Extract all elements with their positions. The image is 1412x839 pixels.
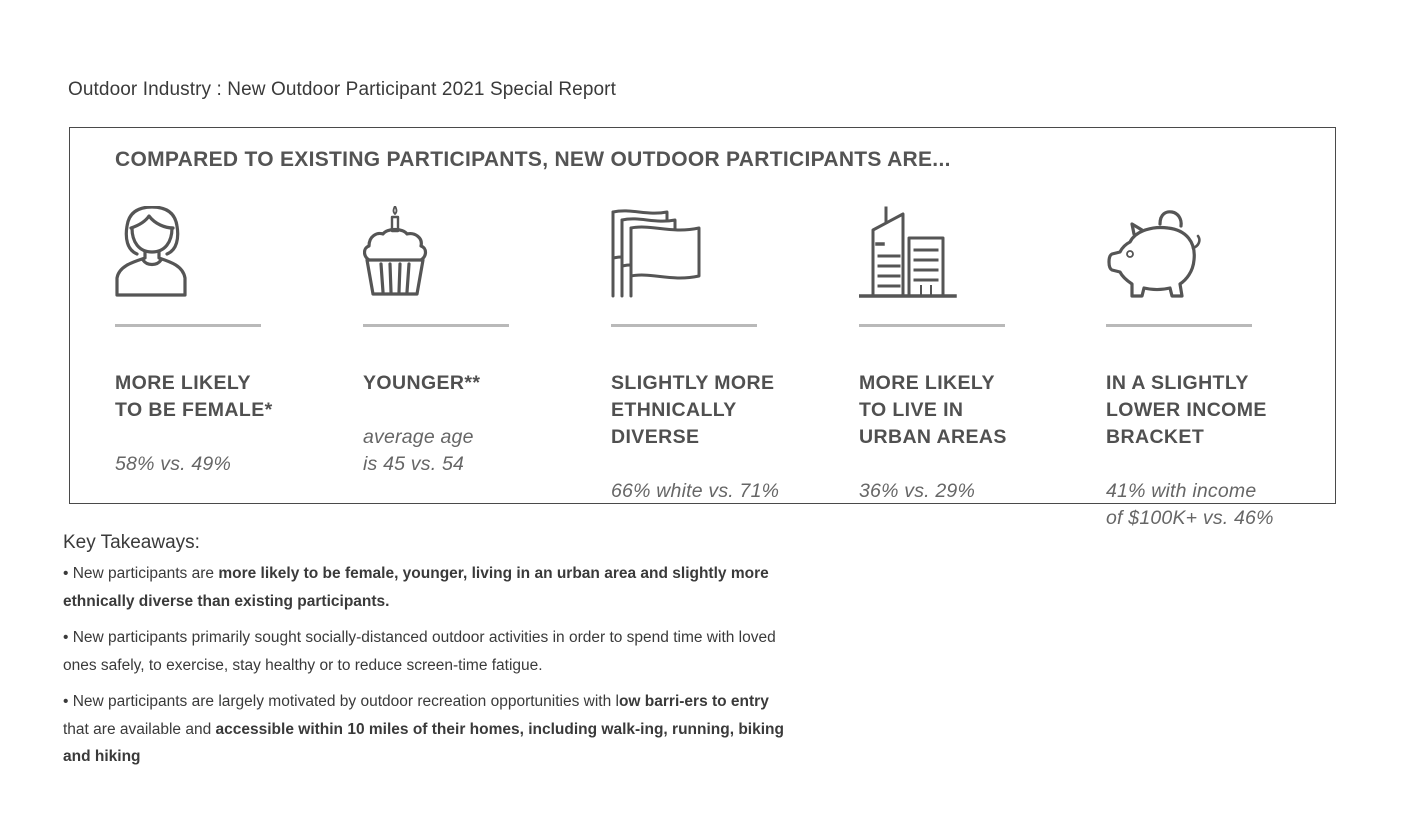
piggy-bank-icon <box>1106 206 1202 298</box>
stat-divider <box>115 324 261 327</box>
stat-value: 58% vs. 49% <box>115 453 232 475</box>
takeaway-item: • New participants are more likely to be female, younger, living in an urban area and slightly more ethnically diverse than existing participants. <box>63 565 769 610</box>
city-buildings-icon <box>859 206 959 298</box>
stat-value: 66% white vs. 71% <box>611 480 780 502</box>
takeaways-heading: Key Takeaways: <box>63 532 200 553</box>
flags-icon <box>611 206 703 298</box>
report-title: Outdoor Industry : New Outdoor Participant 2021 Special Report <box>68 79 616 100</box>
key-takeaways <box>63 532 793 780</box>
birthday-cupcake-icon <box>363 206 429 298</box>
stat-value: average age is 45 vs. 54 <box>363 426 474 475</box>
takeaway-item: • New participants primarily sought socially-distanced outdoor activities in order to spend time with loved ones safely, to exercise, stay healthy or to reduce screen-time fatigue. <box>63 629 776 674</box>
stat-divider <box>859 324 1005 327</box>
stat-label: IN A SLIGHTLY LOWER INCOME BRACKET 41% with income of $100K+ vs. 46% <box>1106 343 1336 559</box>
infographic-headline: COMPARED TO EXISTING PARTICIPANTS, NEW OUTDOOR PARTICIPANTS ARE... <box>115 148 951 171</box>
stat-label: SLIGHTLY MORE ETHNICALLY DIVERSE 66% white vs. 71% <box>611 343 841 532</box>
takeaway-item: • New participants are largely motivated by outdoor recreation opportunities with low barri-ers to entry that are available and accessible within 10 miles of their homes, including walk-ing, running, biking and hiking <box>63 693 784 765</box>
stat-label: YOUNGER** average age is 45 vs. 54 <box>363 343 593 505</box>
stat-divider <box>363 324 509 327</box>
stat-value: 41% with income of $100K+ vs. 46% <box>1106 480 1274 529</box>
stat-label: MORE LIKELY TO BE FEMALE* 58% vs. 49% <box>115 343 345 505</box>
female-person-icon <box>115 206 189 298</box>
stat-label: MORE LIKELY TO LIVE IN URBAN AREAS 36% vs. 29% <box>859 343 1089 532</box>
stat-divider <box>1106 324 1252 327</box>
infographic-panel <box>69 127 1336 529</box>
stat-divider <box>611 324 757 327</box>
stat-value: 36% vs. 29% <box>859 480 976 502</box>
